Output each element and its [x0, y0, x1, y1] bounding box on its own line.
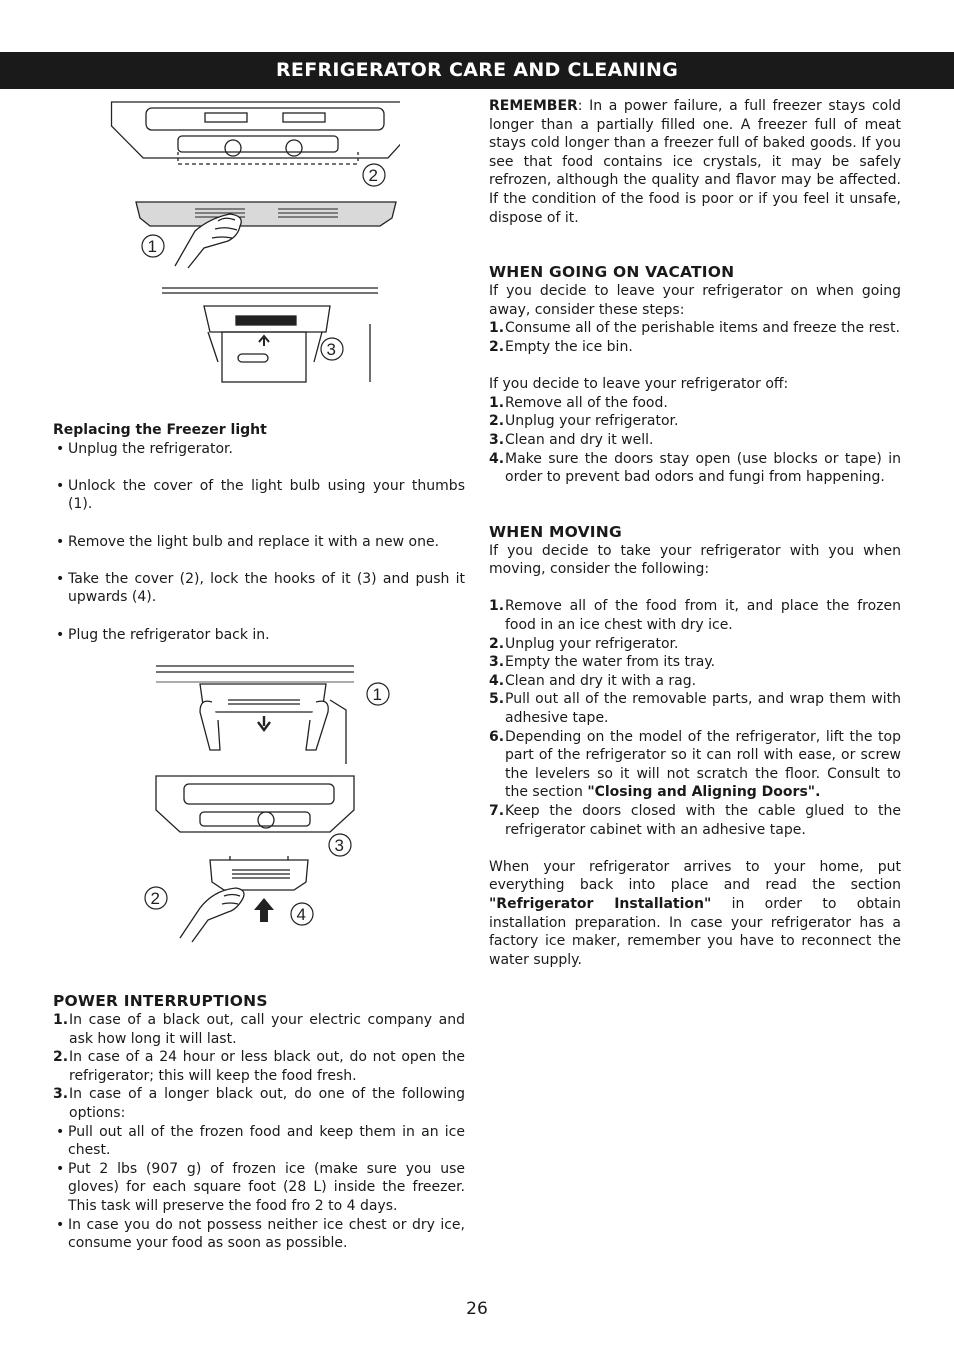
moving-step: 5. Pull out all of the removable parts, and wrap them with adhesive tape. — [489, 691, 901, 727]
freezer-light-removal-illustration — [100, 96, 400, 386]
right-column — [489, 97, 901, 969]
vacation-off-intro: If you decide to leave your refrigerator off: — [489, 376, 789, 393]
freezer-cover-install-illustration — [140, 660, 400, 945]
power-interruptions-heading: POWER INTERRUPTIONS — [53, 992, 268, 1010]
figure-label-3: 3 — [326, 340, 336, 359]
header-bar — [0, 52, 954, 89]
power-option: • In case you do not possess neither ice chest or dry ice, consume your food as soon as possible. — [56, 1216, 465, 1252]
freezer-light-step: • Unlock the cover of the light bulb using your thumbs (1). — [56, 477, 465, 513]
figure-label-4: 4 — [296, 905, 306, 924]
closing-doors-reference: "Closing and Aligning Doors". — [587, 784, 821, 801]
vacation-intro: If you decide to leave your refrigerator on when going away, consider these steps: — [489, 283, 901, 318]
moving-intro: If you decide to take your refrigerator with you when moving, consider the following: — [489, 542, 901, 578]
freezer-light-step: • Take the cover (2), lock the hooks of it (3) and push it upwards (4). — [56, 570, 465, 606]
page-title: REFRIGERATOR CARE AND CLEANING — [276, 59, 679, 81]
vacation-heading: WHEN GOING ON VACATION — [489, 263, 735, 282]
moving-step: 4. Clean and dry it with a rag. — [489, 672, 697, 689]
vacation-off-step: 2. Unplug your refrigerator. — [489, 413, 679, 430]
figure-label-2: 2 — [368, 166, 378, 185]
power-item: 1. In case of a black out, call your electric company and ask how long it will last. — [53, 1012, 465, 1047]
vacation-step: 1. Consume all of the perishable items and freeze the rest. — [489, 320, 900, 337]
figure-label-1: 1 — [147, 237, 157, 256]
freezer-light-step: • Remove the light bulb and replace it with a new one. — [56, 533, 440, 550]
freezer-light-step: • Unplug the refrigerator. — [56, 440, 233, 457]
remember-paragraph: REMEMBER: In a power failure, a full freezer stays cold longer than a partially filled one. A freezer full of meat stays cold longer than a freezer full of baked goods. If you see that food contains ice crystals, it may be safely refrozen, although the quality and flavor may be affected. If the condition of the food is poor or if you feel it unsafe, dispose of it. — [489, 98, 901, 226]
figure-label-2: 2 — [150, 889, 160, 908]
vacation-off-step: 3. Clean and dry it well. — [489, 431, 654, 448]
freezer-light-step: • Plug the refrigerator back in. — [56, 626, 270, 643]
figure-label-3: 3 — [334, 836, 344, 855]
moving-step: 6. Depending on the model of the refrigerator, lift the top part of the refrigerator so it can roll with ease, or screw the levelers so it will not scratch the floor. Consult to the section "Closing and Aligning Doors". — [489, 728, 901, 801]
freezer-light-section — [53, 421, 465, 644]
moving-step: 7. Keep the doors closed with the cable glued to the refrigerator cabinet with an adhesive tape. — [489, 803, 901, 838]
moving-step: 3. Empty the water from its tray. — [489, 654, 716, 671]
page-number: 26 — [466, 1299, 488, 1319]
moving-step: 1. Remove all of the food from it, and place the frozen food in an ice chest with dry ice. — [489, 598, 901, 634]
figure-label-1: 1 — [372, 685, 382, 704]
moving-closing-paragraph: When your refrigerator arrives to your home, put everything back into place and read the section "Refrigerator Installation" in order to obtain installation preparation. In case your refrigerator has a factory ice maker, remember you have to reconnect the water supply. — [489, 858, 901, 968]
freezer-light-heading: Replacing the Freezer light — [53, 422, 267, 438]
remember-label: REMEMBER — [489, 98, 578, 114]
moving-step: 2. Unplug your refrigerator. — [489, 635, 679, 652]
moving-heading: WHEN MOVING — [489, 522, 622, 541]
power-interruptions-section — [53, 992, 465, 1253]
installation-reference: "Refrigerator Installation" — [489, 895, 712, 912]
power-item: 3. In case of a longer black out, do one of the following options: — [53, 1086, 465, 1121]
vacation-off-step: 1. Remove all of the food. — [489, 394, 668, 411]
vacation-off-step: 4. Make sure the doors stay open (use blocks or tape) in order to prevent bad odors and fungi from happening. — [489, 450, 901, 486]
vacation-step: 2. Empty the ice bin. — [489, 338, 633, 355]
power-option: • Put 2 lbs (907 g) of frozen ice (make sure you use gloves) for each square foot (28 L) inside the freezer. This task will preserve the food fro 2 to 4 days. — [56, 1160, 465, 1214]
power-option: • Pull out all of the frozen food and keep them in an ice chest. — [56, 1123, 465, 1159]
power-item: 2. In case of a 24 hour or less black out, do not open the refrigerator; this will keep the food fresh. — [53, 1049, 465, 1084]
